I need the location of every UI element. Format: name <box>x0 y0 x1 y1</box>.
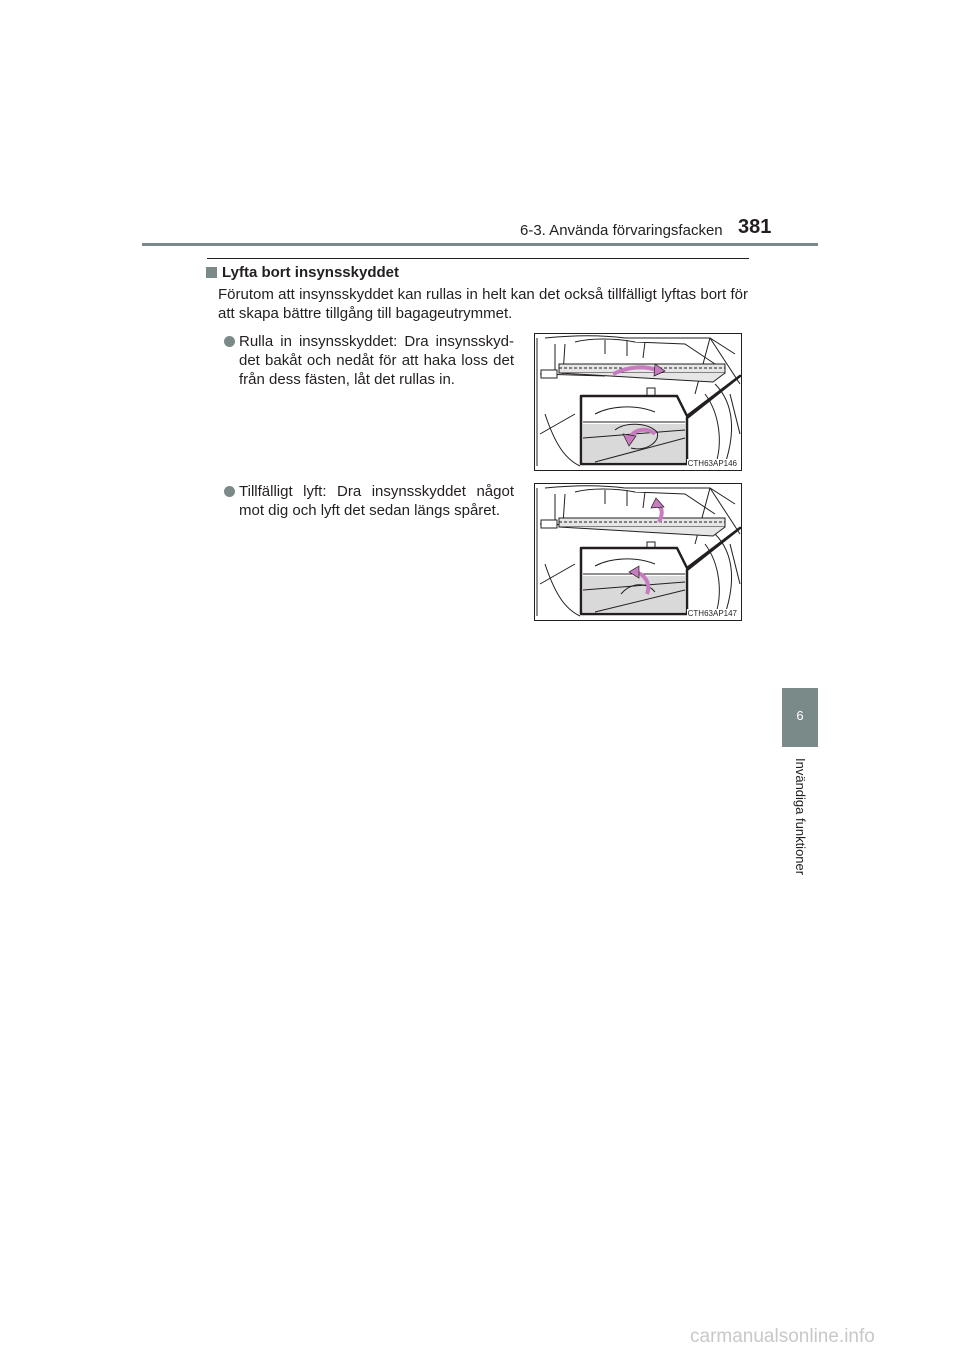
heading-text: Lyfta bort insynsskyddet <box>222 264 399 281</box>
cargo-cover-lift-illustration <box>535 484 741 620</box>
page-number: 381 <box>738 216 772 238</box>
section-title: 6-3. Använda förvaringsfacken <box>520 222 723 239</box>
circle-bullet-icon <box>224 336 235 347</box>
figure-roll-in-cover <box>534 333 742 471</box>
bullet-item-roll-in <box>224 332 514 389</box>
chapter-number: 6 <box>796 708 804 723</box>
cargo-cover-illustration <box>535 334 741 470</box>
section-rule <box>207 258 749 259</box>
chapter-label: Invändiga funktioner <box>793 758 808 876</box>
bullet-text: Rulla in insynsskyddet: Dra insynsskyd-det bakåt och nedåt för att haka loss det från dess fästen, låt det rullas in. <box>239 333 514 388</box>
intro-paragraph: Förutom att insynsskyddet kan rullas in helt kan det också tillfälligt lyftas bort för att skapa bättre tillgång till bagageutrymmet. <box>218 286 748 322</box>
bullet-text: Tillfälligt lyft: Dra insynsskyddet något mot dig och lyft det sedan längs spåret. <box>239 483 514 519</box>
square-bullet-icon <box>206 267 217 278</box>
figure-code: CTH63AP146 <box>687 459 737 468</box>
chapter-tab <box>782 688 818 747</box>
header-rule <box>142 243 818 246</box>
figure-code: CTH63AP147 <box>687 609 737 618</box>
circle-bullet-icon <box>224 486 235 497</box>
section-heading <box>206 264 399 281</box>
bullet-item-temporary-lift <box>224 482 514 520</box>
footer-watermark: carmanualsonline.info <box>690 1326 875 1347</box>
figure-temporary-lift <box>534 483 742 621</box>
